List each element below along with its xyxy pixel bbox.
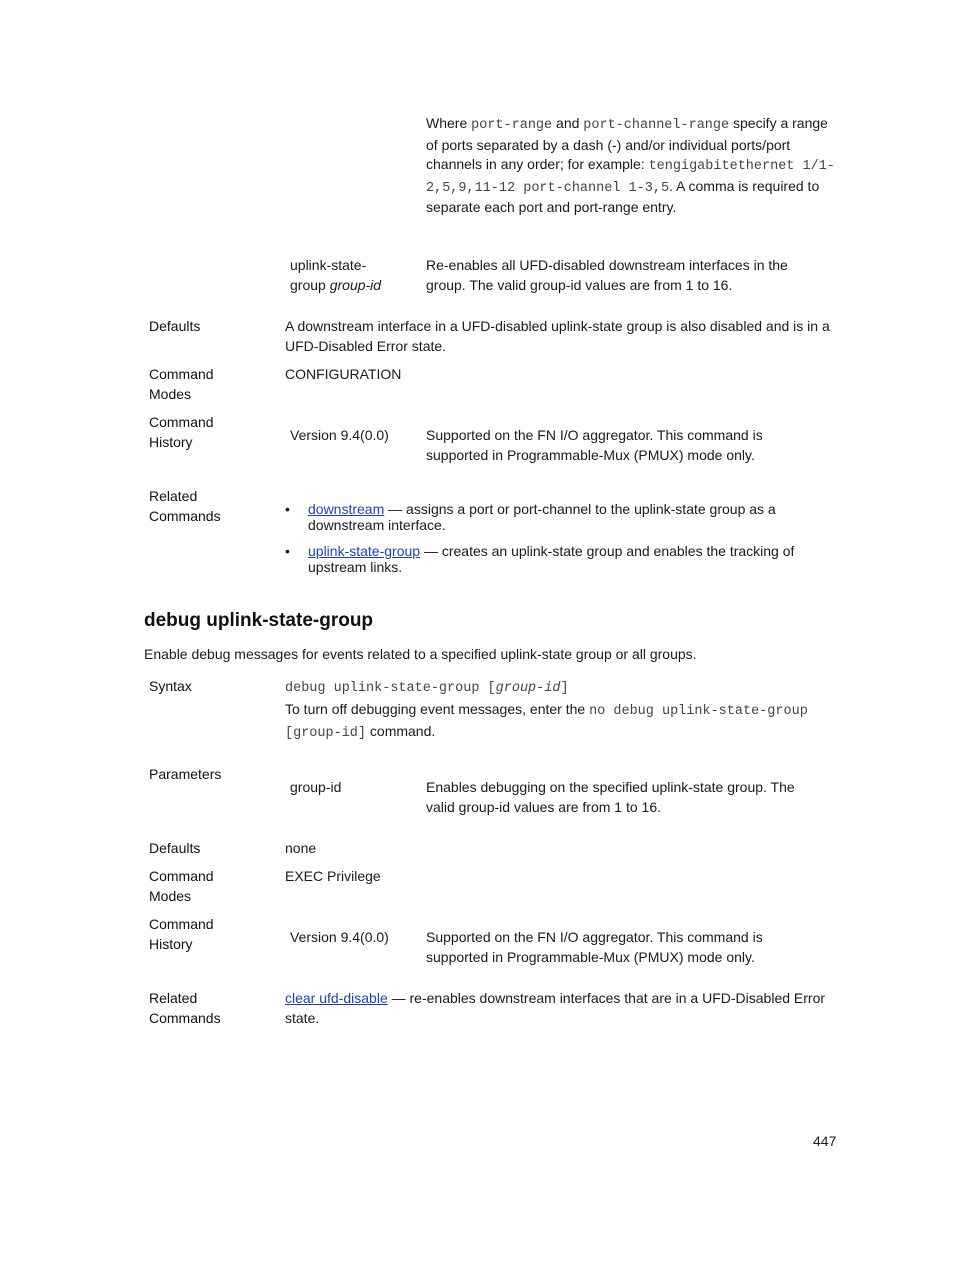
param-name-group-id: group-id [290, 779, 342, 795]
section-intro: Enable debug messages for events related to a specified uplink-state group or all groups. [144, 646, 697, 662]
defaults-label: Defaults [149, 318, 201, 334]
history-description: Supported on the FN I/O aggregator. This command is supported in Programmable-Mux (PMUX) mode only. [426, 427, 763, 463]
command-modes-text: CONFIGURATION [285, 366, 402, 382]
param-name-uplink-state-group: uplink-state- group group-id [290, 257, 382, 293]
parameters-label: Parameters [149, 766, 222, 782]
syntax-note: To turn off debugging event messages, enter the no debug uplink-state-group [group-id] command. [285, 701, 808, 741]
command-history-label-2: Command History [149, 916, 214, 952]
bullet-icon: • [285, 501, 290, 517]
command-modes-label: Command Modes [149, 366, 214, 402]
defaults-text-2: none [285, 840, 317, 856]
port-range-description: Where port-range and port-channel-range specify a range of ports separated by a dash (-) and/or individual ports/port channels in any order; for example: tengigabitethernet 1/1-2,5,9,11-12 port-channel 1-3,5. A comma is required to separate each port and port-range entry. [426, 115, 835, 215]
list-item: • downstream — assigns a port or port-channel to the uplink-state group as a downstream interface. [285, 501, 776, 533]
history-version: Version 9.4(0.0) [290, 427, 389, 443]
bullet-icon: • [285, 543, 290, 559]
section-heading: debug uplink-state-group [144, 610, 374, 631]
syntax-command: debug uplink-state-group [group-id] [285, 681, 569, 696]
command-modes-label-2: Command Modes [149, 868, 214, 904]
related-commands-text-2: clear ufd-disable — re-enables downstream interfaces that are in a UFD-Disabled Error state. [285, 990, 826, 1026]
param-desc-group-id: Enables debugging on the specified uplink-state group. The valid group-id values are from 1 to 16. [426, 779, 795, 815]
list-item: • uplink-state-group — creates an uplink-state group and enables the tracking of upstream links. [285, 543, 795, 575]
history-version-2: Version 9.4(0.0) [290, 929, 389, 945]
downstream-link[interactable]: downstream [308, 501, 385, 517]
syntax-label: Syntax [149, 678, 192, 694]
uplink-state-group-link[interactable]: uplink-state-group [308, 543, 421, 559]
param-desc-uplink-state-group: Re-enables all UFD-disabled downstream interfaces in the group. The valid group-id values are from 1 to 16. [426, 257, 788, 293]
related-commands-label-2: Related Commands [149, 990, 221, 1026]
clear-ufd-disable-link[interactable]: clear ufd-disable [285, 990, 388, 1006]
related-commands-list [285, 501, 840, 585]
related-commands-label: Related Commands [149, 488, 221, 524]
history-description-2: Supported on the FN I/O aggregator. This command is supported in Programmable-Mux (PMUX) mode only. [426, 929, 763, 965]
defaults-text: A downstream interface in a UFD-disabled uplink-state group is also disabled and is in a UFD-Disabled Error state. [285, 318, 830, 354]
command-history-label: Command History [149, 414, 214, 450]
page-number: 447 [813, 1133, 837, 1149]
command-modes-text-2: EXEC Privilege [285, 868, 381, 884]
defaults-label-2: Defaults [149, 840, 201, 856]
